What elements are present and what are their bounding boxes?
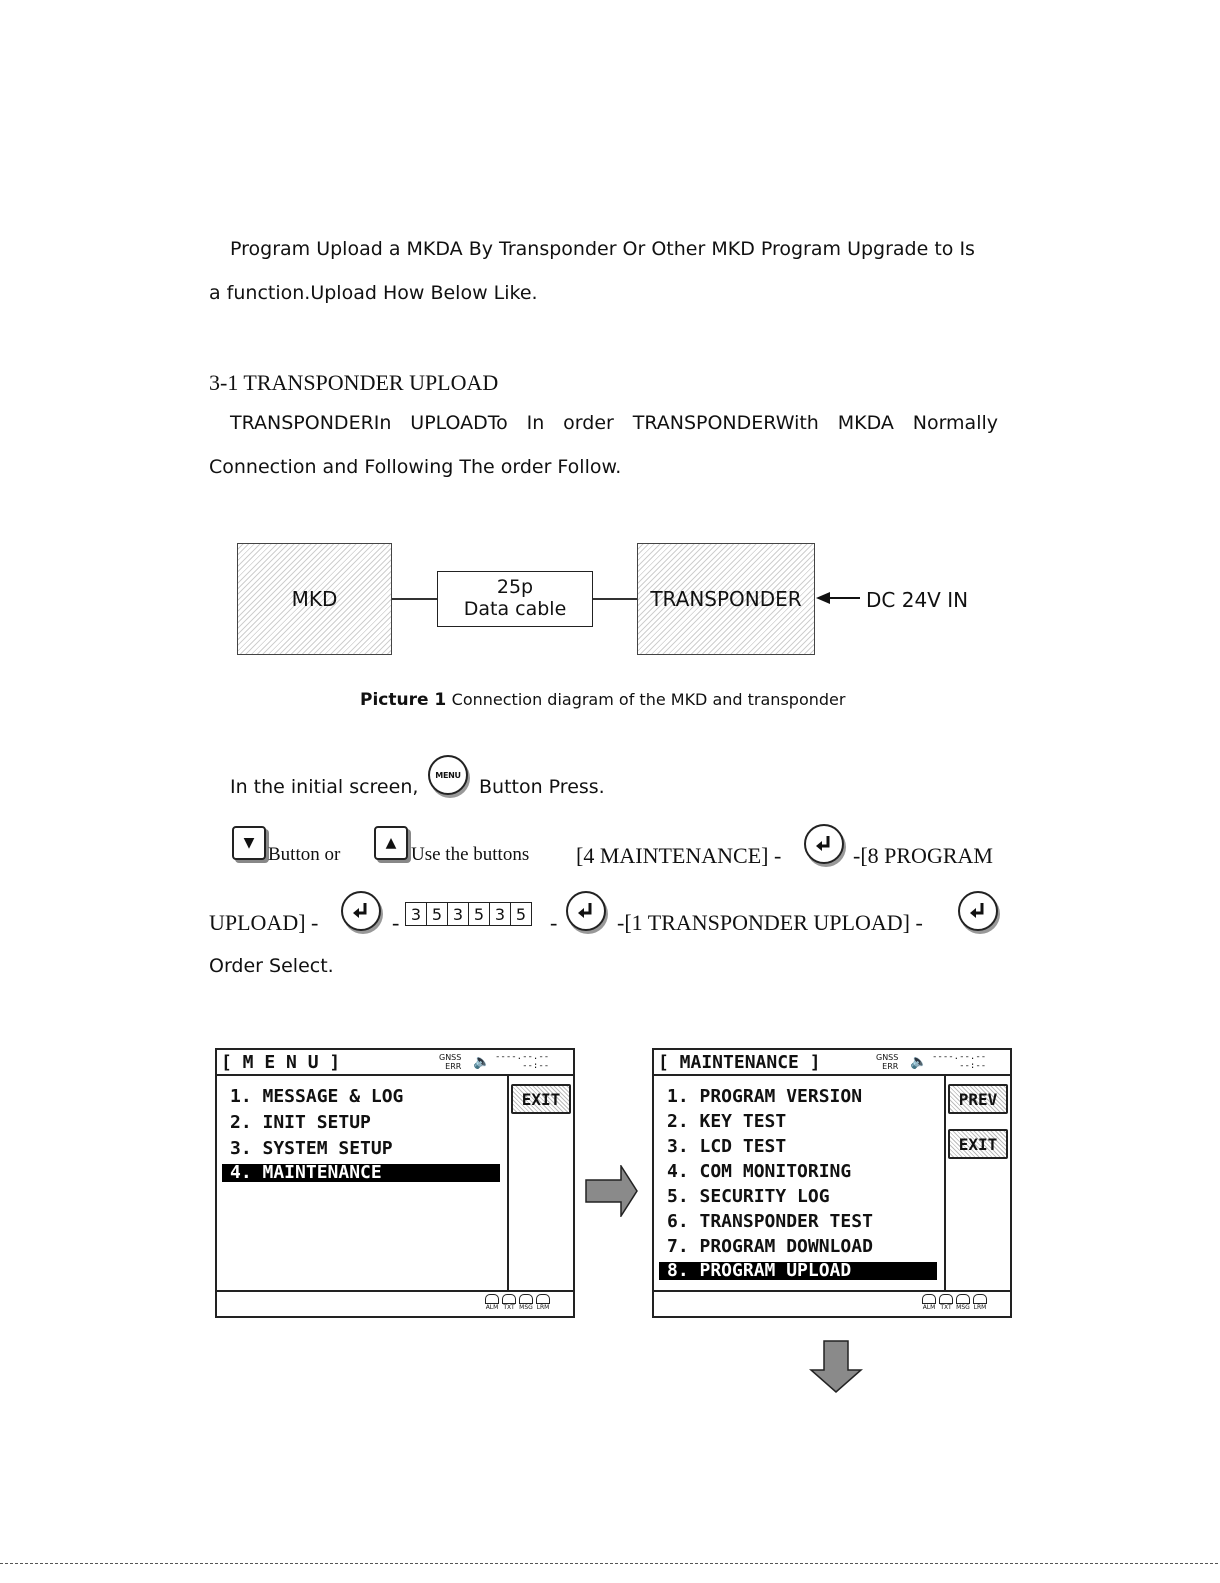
- maintenance-screen: [652, 1048, 1012, 1318]
- menu-item[interactable]: 3. SYSTEM SETUP: [230, 1138, 393, 1159]
- date-text: ----.--.--: [932, 1052, 987, 1062]
- step2-text-a: Button or: [268, 844, 341, 865]
- intro-line-2: a function.Upload How Below Like.: [209, 282, 538, 304]
- header-divider: [654, 1074, 1010, 1076]
- password-digit: 5: [427, 903, 448, 925]
- caption-label: Picture 1: [360, 690, 447, 710]
- step1-text-post: Button Press.: [479, 776, 605, 798]
- right-arrow-icon: [585, 1165, 639, 1217]
- datetime-display: [932, 1053, 986, 1071]
- menu-item[interactable]: 2. KEY TEST: [667, 1111, 787, 1132]
- enter-key-icon: [341, 891, 381, 931]
- text-icon: TXT: [939, 1294, 953, 1311]
- text-icon: TXT: [502, 1294, 516, 1311]
- step1-text-pre: In the initial screen,: [230, 776, 419, 798]
- down-arrow-icon: [809, 1340, 863, 1394]
- section-line-1: TRANSPONDERIn UPLOADTo In order TRANSPONDERWith MKDA Normally: [230, 412, 998, 434]
- menu-item[interactable]: 5. SECURITY LOG: [667, 1186, 830, 1207]
- step2-text-c: [4 MAINTENANCE] -: [576, 843, 782, 868]
- header-divider: [217, 1074, 573, 1076]
- figure-caption: [360, 690, 845, 710]
- exit-button[interactable]: EXIT: [948, 1129, 1008, 1159]
- power-label: DC 24V IN: [866, 588, 969, 612]
- menu-item[interactable]: 4. COM MONITORING: [667, 1161, 852, 1182]
- cable-name-label: Data cable: [463, 598, 567, 620]
- page-footer-rule: [0, 1563, 1220, 1564]
- menu-item-selected[interactable]: 8. PROGRAM UPLOAD: [659, 1262, 937, 1280]
- transponder-box: [637, 543, 815, 655]
- power-arrow-icon: [814, 590, 862, 606]
- status-icons: [485, 1294, 550, 1311]
- menu-key-label: MENU: [435, 770, 461, 780]
- up-key-icon: ▲: [374, 826, 408, 860]
- time-text: --:--: [959, 1061, 987, 1071]
- err-label: ERR: [445, 1062, 462, 1071]
- menu-item[interactable]: 3. LCD TEST: [667, 1136, 787, 1157]
- lrm-icon: LRM: [536, 1294, 550, 1311]
- datetime-display: [495, 1053, 549, 1071]
- step3-text-c: -: [550, 910, 558, 935]
- footer-divider: [217, 1290, 573, 1292]
- intro-line-1: Program Upload a MKDA By Transponder Or Other MKD Program Upgrade to Is: [230, 238, 975, 260]
- password-digit: 3: [448, 903, 469, 925]
- speaker-icon: 🔈: [910, 1054, 928, 1070]
- message-icon: MSG: [519, 1294, 533, 1311]
- exit-button[interactable]: EXIT: [511, 1084, 571, 1114]
- time-text: --:--: [522, 1061, 550, 1071]
- step3-text-b: -: [392, 910, 400, 935]
- maintenance-screen-title: [ MAINTENANCE ]: [658, 1052, 821, 1073]
- lrm-icon: LRM: [973, 1294, 987, 1311]
- transponder-label: TRANSPONDER: [650, 587, 802, 611]
- enter-key-icon: [958, 891, 998, 931]
- status-icons: [922, 1294, 987, 1311]
- enter-key-icon: [566, 891, 606, 931]
- step2-text-d: -[8 PROGRAM: [853, 843, 993, 868]
- menu-item-selected[interactable]: 4. MAINTENANCE: [222, 1164, 500, 1182]
- menu-item[interactable]: 1. MESSAGE & LOG: [230, 1086, 404, 1107]
- gnss-indicator: [439, 1053, 461, 1071]
- message-icon: MSG: [956, 1294, 970, 1311]
- speaker-icon: 🔈: [473, 1054, 491, 1070]
- menu-key-icon: [428, 755, 468, 795]
- menu-screen: [215, 1048, 575, 1318]
- menu-item[interactable]: 7. PROGRAM DOWNLOAD: [667, 1236, 873, 1257]
- menu-item[interactable]: 2. INIT SETUP: [230, 1112, 371, 1133]
- data-cable-box: [437, 571, 593, 627]
- password-digit: 5: [469, 903, 490, 925]
- step4-text: Order Select.: [209, 955, 334, 977]
- password-digit: 5: [515, 904, 527, 924]
- step3-text-d: -[1 TRANSPONDER UPLOAD] -: [617, 910, 923, 935]
- mkd-box: [237, 543, 392, 655]
- password-digit: 3: [490, 903, 511, 925]
- gnss-label: GNSS: [439, 1053, 462, 1062]
- menu-item[interactable]: 6. TRANSPONDER TEST: [667, 1211, 873, 1232]
- err-label: ERR: [882, 1062, 899, 1071]
- menu-item[interactable]: 1. PROGRAM VERSION: [667, 1086, 863, 1107]
- enter-key-icon: [804, 824, 844, 864]
- prev-button[interactable]: PREV: [948, 1084, 1008, 1114]
- gnss-indicator: [876, 1053, 898, 1071]
- step3-text-a: UPLOAD] -: [209, 910, 319, 935]
- caption-text: Connection diagram of the MKD and transponder: [451, 690, 846, 709]
- gnss-label: GNSS: [876, 1053, 899, 1062]
- menu-screen-title: [ M E N U ]: [221, 1052, 341, 1073]
- section-heading: 3-1 TRANSPONDER UPLOAD: [209, 370, 499, 395]
- date-text: ----.--.--: [495, 1052, 550, 1062]
- section-line-2: Connection and Following The order Follow.: [209, 456, 622, 478]
- password-digits: [405, 902, 532, 926]
- mkd-label: MKD: [291, 587, 338, 611]
- alarm-icon: ALM: [922, 1294, 936, 1311]
- cable-pins-label: 25p: [496, 576, 534, 599]
- side-divider: [944, 1076, 946, 1290]
- connector-line-right: [593, 598, 638, 600]
- down-key-icon: ▼: [232, 826, 266, 860]
- step2-text-b: Use the buttons: [411, 844, 530, 865]
- alarm-icon: ALM: [485, 1294, 499, 1311]
- footer-divider: [654, 1290, 1010, 1292]
- connector-line-left: [392, 598, 438, 600]
- side-divider: [507, 1076, 509, 1290]
- password-digit: 3: [406, 903, 427, 925]
